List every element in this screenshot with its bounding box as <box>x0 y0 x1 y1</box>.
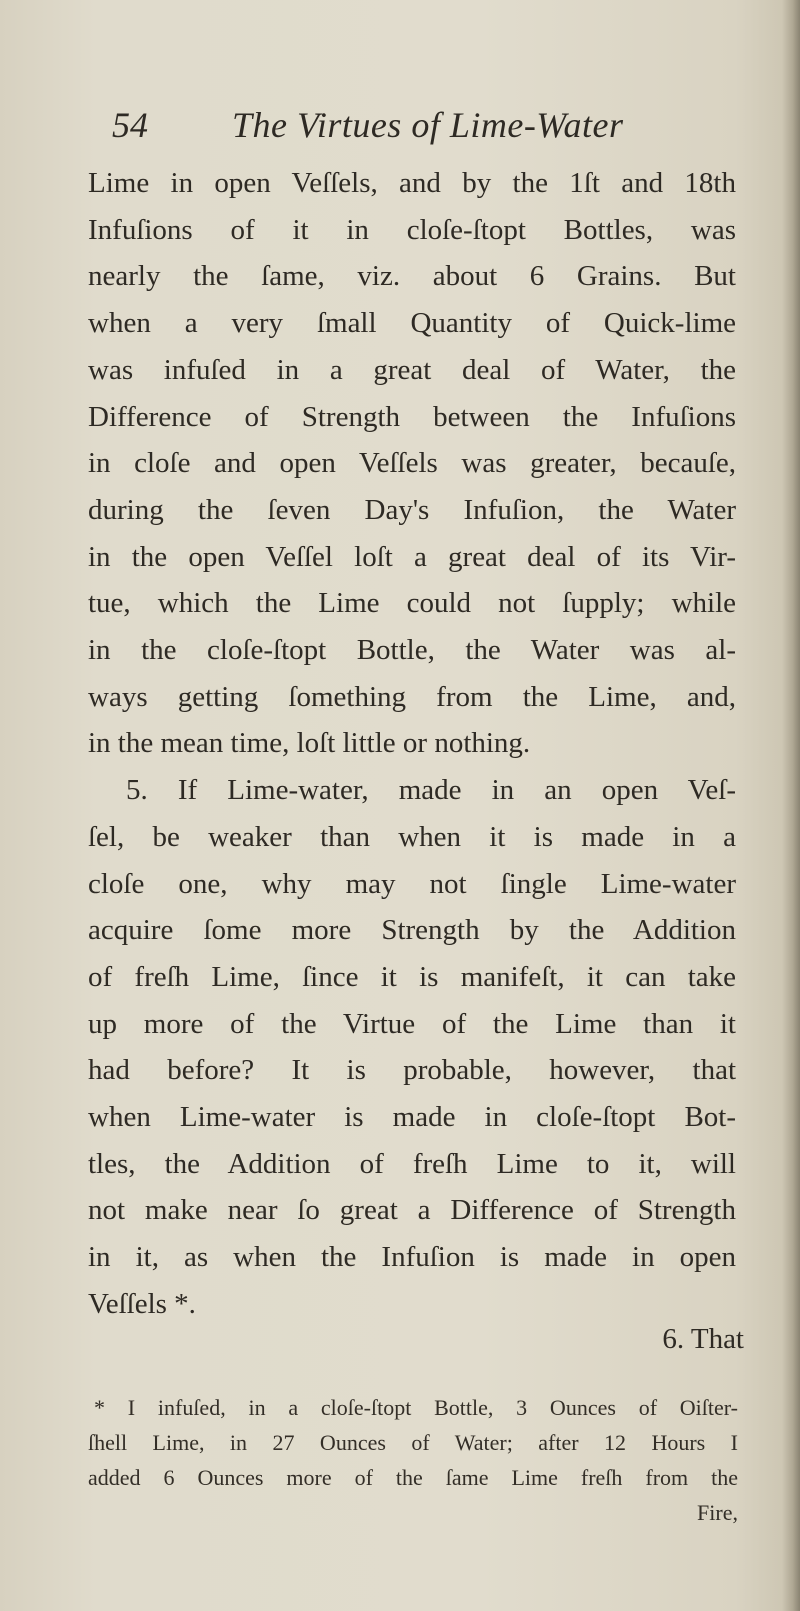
body-line: in it, as when the Infuſion is made in open <box>88 1241 736 1274</box>
footnote-catchword: Fire, <box>697 1500 738 1525</box>
body-line: Lime in open Veſſels, and by the 1ſt and 18th <box>88 167 736 199</box>
body-line: tue, which the Lime could not ſupply; while <box>88 587 736 620</box>
body-line: cloſe one, why may not ſingle Lime-water <box>88 867 736 900</box>
body-line: in the mean time, loſt little or nothing. <box>88 727 531 760</box>
body-line: nearly the ſame, viz. about 6 Grains. But <box>88 260 736 293</box>
footnote <box>88 1390 738 1530</box>
body-line: in cloſe and open Veſſels was greater, becauſe, <box>88 447 736 480</box>
body-line: Difference of Strength between the Infuſions <box>88 400 736 433</box>
body-line: Infuſions of it in cloſe-ſtopt Bottles, was <box>88 213 736 246</box>
catchword: 6. That <box>662 1323 744 1355</box>
running-title: The Virtues of Lime-Water <box>232 105 624 145</box>
body-line: when Lime-water is made in cloſe-ſtopt Bot- <box>88 1101 736 1134</box>
body-line: not make near ſo great a Difference of Strength <box>88 1194 736 1227</box>
paragraph-5-start: 5. If Lime-water, made in an open Veſ- <box>126 774 736 807</box>
body-line: ways getting ſomething from the Lime, and, <box>88 680 736 713</box>
footnote-line: ſhell Lime, in 27 Ounces of Water; after 12 Hours I <box>88 1430 738 1455</box>
body-line: of freſh Lime, ſince it is manifeſt, it can take <box>88 960 736 993</box>
running-header <box>112 100 752 150</box>
footnote-line: * I infuſed, in a cloſe-ſtopt Bottle, 3 Ounces of Oiſter- <box>94 1395 738 1420</box>
body-line: when a very ſmall Quantity of Quick-lime <box>88 307 736 340</box>
body-line: Veſſels *. <box>88 1287 196 1320</box>
body-line: ſel, be weaker than when it is made in a <box>88 820 736 853</box>
body-line: up more of the Virtue of the Lime than it <box>88 1007 736 1040</box>
body-line: tles, the Addition of freſh Lime to it, will <box>88 1147 736 1180</box>
footnote-line: added 6 Ounces more of the ſame Lime freſh from the <box>88 1465 738 1490</box>
body-line: was infuſed in a great deal of Water, the <box>88 353 736 386</box>
body-line: had before? It is probable, however, that <box>88 1054 736 1087</box>
body-line: in the cloſe-ſtopt Bottle, the Water was al- <box>88 634 736 667</box>
page-edge-shadow <box>782 0 800 1611</box>
body-line: during the ſeven Day's Infuſion, the Water <box>88 493 736 526</box>
page-number: 54 <box>112 105 148 145</box>
body-line: acquire ſome more Strength by the Addition <box>88 914 736 947</box>
body-line: in the open Veſſel loſt a great deal of its Vir- <box>88 540 736 573</box>
body-text <box>88 160 736 1328</box>
